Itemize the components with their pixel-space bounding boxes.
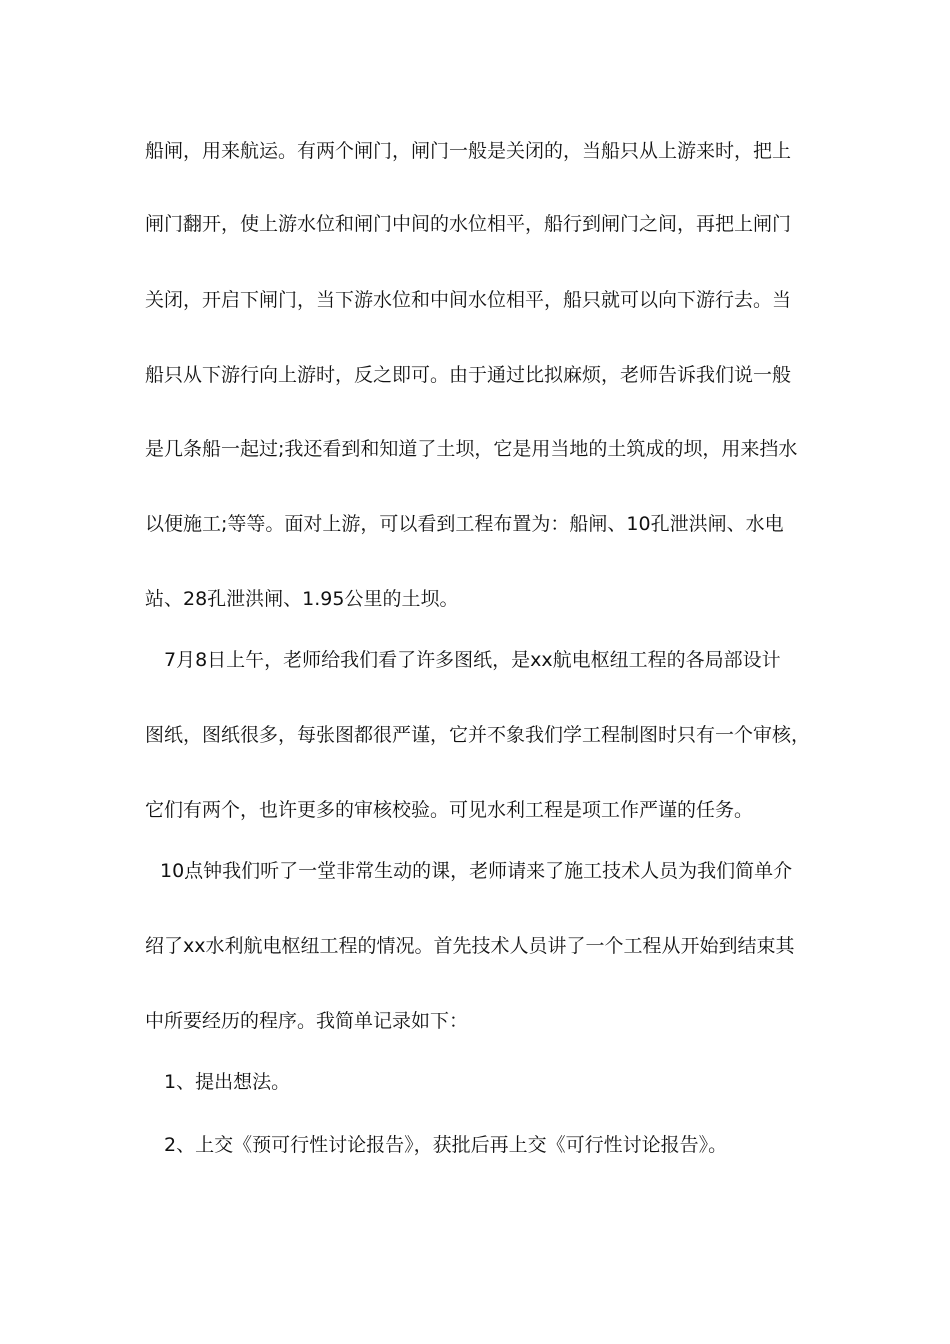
text-line: 绍了xx水利航电枢纽工程的情况。首先技术人员讲了一个工程从开始到结束其 [145, 935, 795, 957]
text-line: 关闭，开启下闸门，当下游水位和中间水位相平，船只就可以向下游行去。当 [145, 289, 792, 311]
text-line: 10点钟我们听了一堂非常生动的课，老师请来了施工技术人员为我们简单介 [160, 860, 793, 882]
text-line: 站、28孔泄洪闸、1.95公里的土坝。 [145, 588, 459, 610]
text-line: 船闸，用来航运。有两个闸门，闸门一般是关闭的，当船只从上游来时，把上 [145, 140, 792, 162]
text-line: 1、提出想法。 [145, 1071, 291, 1093]
text-line: 以便施工;等等。面对上游，可以看到工程布置为：船闸、10孔泄洪闸、水电 [145, 513, 784, 535]
text-line: 2、上交《预可行性讨论报告》，获批后再上交《可行性讨论报告》。 [145, 1134, 728, 1156]
text-line: 闸门翻开，使上游水位和闸门中间的水位相平，船行到闸门之间，再把上闸门 [145, 213, 792, 235]
text-line: 图纸，图纸很多，每张图都很严谨，它并不象我们学工程制图时只有一个审核， [145, 724, 811, 746]
text-line: 船只从下游行向上游时，反之即可。由于通过比拟麻烦，老师告诉我们说一般 [145, 364, 792, 386]
text-line: 它们有两个，也许更多的审核校验。可见水利工程是项工作严谨的任务。 [145, 799, 754, 821]
text-line: 中所要经历的程序。我简单记录如下： [145, 1010, 469, 1032]
text-line: 是几条船一起过;我还看到和知道了土坝，它是用当地的土筑成的坝，用来挡水 [145, 438, 798, 460]
text-line: 7月8日上午，老师给我们看了许多图纸，是xx航电枢纽工程的各局部设计 [145, 649, 781, 671]
